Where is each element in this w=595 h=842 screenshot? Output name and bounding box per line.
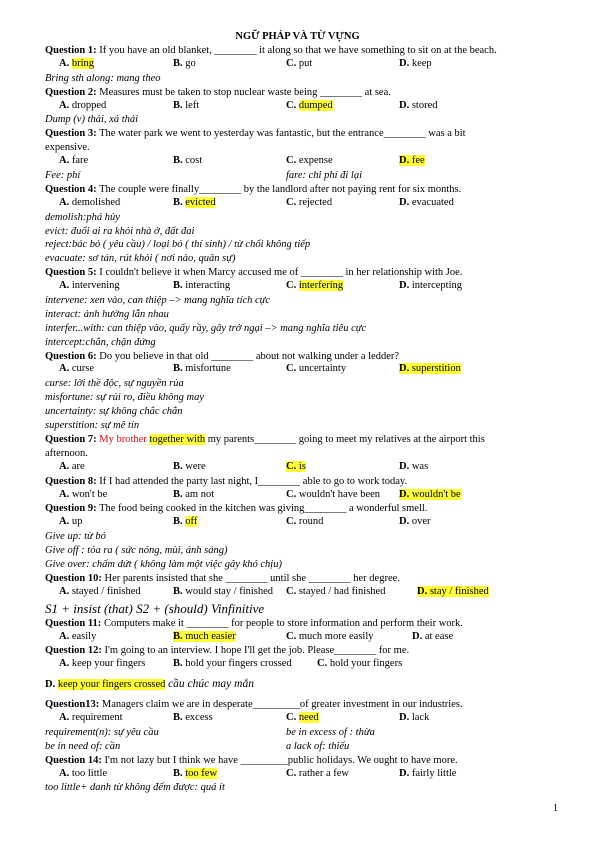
question-text: Managers claim we are in desperate_________of greater investment in our industries. <box>101 699 463 711</box>
option-c <box>286 155 333 166</box>
option-letter: C. <box>286 488 297 500</box>
option-letter: A. <box>59 196 70 208</box>
option-a <box>59 58 94 69</box>
option-letter: D. <box>399 99 410 111</box>
option-text: interacting <box>185 280 231 292</box>
answer-highlight: stay / finished <box>429 585 489 597</box>
question-5-options <box>45 280 565 294</box>
option-letter: C. <box>286 585 297 597</box>
answer-highlight: is <box>298 460 306 472</box>
option-text: demolished <box>71 196 121 208</box>
option-text: won't be <box>71 488 108 500</box>
answer-highlight: superstition <box>411 363 461 375</box>
option-letter: C. <box>286 57 297 69</box>
option-text: was <box>411 460 429 472</box>
option-b <box>173 461 206 472</box>
option-b <box>173 516 197 527</box>
option-letter: D. <box>399 363 410 375</box>
option-c <box>286 768 349 779</box>
question-label: Question 8: <box>45 475 97 487</box>
option-letter: B. <box>173 488 183 500</box>
question-list <box>45 44 565 795</box>
question-text-continued: expensive. <box>45 142 90 154</box>
option-text: evacuated <box>411 196 454 208</box>
question-text: If you have an old blanket, ________ it along so that we have something to sit on at the beach. <box>99 45 497 56</box>
question-3 <box>45 127 565 141</box>
subject-emphasis: My brother <box>99 433 147 445</box>
note: intercept:chắn, chặn đứng <box>45 336 156 348</box>
option-b <box>173 363 231 374</box>
note: Give off : tỏa ra ( sức nóng, mùi, ánh sáng) <box>45 545 228 557</box>
option-a <box>59 768 107 779</box>
question-6-options <box>45 363 565 377</box>
option-text: fairly little <box>411 767 457 779</box>
option-letter: A. <box>59 630 70 642</box>
question-text-continued: afternoon. <box>45 447 88 459</box>
option-c <box>286 58 312 69</box>
option-letter: B. <box>173 155 183 167</box>
option-d <box>399 768 456 779</box>
note: intervene: xen vào, can thiệp –> mang nghĩa tích cực <box>45 295 271 307</box>
question-11-options <box>45 631 565 645</box>
option-text: keep your fingers <box>71 658 146 670</box>
option-text: left <box>185 99 200 111</box>
question-label: Question13: <box>45 699 100 711</box>
question-1 <box>45 44 565 58</box>
option-letter: C. <box>317 658 328 670</box>
option-letter: B. <box>173 196 183 208</box>
option-letter: B. <box>173 767 183 779</box>
option-text: lack <box>411 711 430 723</box>
question-label: Question 6: <box>45 350 97 362</box>
option-letter: C. <box>286 280 297 292</box>
note: Fee: phí <box>45 170 81 182</box>
note: Give over: chấm dứt ( không làm một việc gây khó chịu) <box>45 558 282 570</box>
option-letter: B. <box>173 280 183 292</box>
option-text: intercepting <box>411 280 462 292</box>
option-text: expense <box>298 155 333 167</box>
option-c <box>286 489 380 500</box>
note: curse: lời thề độc, sự nguyền rủa <box>45 378 184 390</box>
option-d <box>399 58 432 69</box>
question-label: Question 2: <box>45 86 97 98</box>
option-letter: C. <box>286 460 297 472</box>
answer-highlight: need <box>298 711 319 723</box>
note: be in need of: cần <box>45 740 121 752</box>
option-letter: A. <box>59 711 70 723</box>
option-d <box>399 516 431 527</box>
question-1-options <box>45 58 565 72</box>
question-label: Question 11: <box>45 617 102 629</box>
option-letter: A. <box>59 57 70 69</box>
question-text: I'm going to an interview. I hope I'll get the job. Please________ for me. <box>104 645 410 657</box>
option-letter: A. <box>59 99 70 111</box>
option-text: hold your fingers crossed <box>185 658 292 670</box>
option-c <box>286 712 319 723</box>
question-14-options <box>45 768 565 782</box>
question-13 <box>45 698 565 712</box>
question-6 <box>45 350 565 364</box>
question-8 <box>45 475 565 489</box>
answer-highlight: interfering <box>298 280 344 292</box>
option-letter: A. <box>59 585 70 597</box>
option-text: stayed / had finished <box>298 585 386 597</box>
answer-highlight: fee <box>411 155 425 167</box>
option-b <box>173 631 236 642</box>
option-letter: B. <box>173 363 183 375</box>
note: interfer...with: can thiệp vào, quấy rầy, gây trở ngại –> mang nghĩa tiêu cực <box>45 322 367 334</box>
question-label: Question 3: <box>45 128 97 140</box>
option-letter: C. <box>286 516 297 528</box>
question-4-options <box>45 197 565 211</box>
question-9 <box>45 502 565 516</box>
question-text: Measures must be taken to stop nuclear waste being ________ at sea. <box>99 86 391 98</box>
option-letter: B. <box>173 630 183 642</box>
question-label: Question 1: <box>45 45 97 56</box>
option-c <box>286 197 332 208</box>
option-b <box>173 58 196 69</box>
question-text: Her parents insisted that she ________ until she ________ her degree. <box>104 572 400 584</box>
question-label: Question 9: <box>45 503 97 515</box>
option-letter: D. <box>45 679 56 691</box>
option-b <box>173 768 217 779</box>
option-a <box>59 631 96 642</box>
note: evict: đuổi ai ra khỏi nhà ở, đất đai <box>45 225 195 237</box>
option-b <box>173 100 199 111</box>
answer-highlight: bring <box>71 57 95 69</box>
option-b <box>173 712 213 723</box>
option-b <box>173 197 216 208</box>
note-row <box>45 169 565 183</box>
option-a <box>59 712 123 723</box>
option-a <box>59 197 120 208</box>
question-2 <box>45 86 565 100</box>
question-13-options <box>45 712 565 726</box>
option-letter: D. <box>399 488 410 500</box>
option-a <box>59 489 107 500</box>
question-2-options <box>45 100 565 114</box>
option-text: dropped <box>71 99 107 111</box>
question-text: Do you believe in that old ________ about not walking under a ledder? <box>99 350 400 362</box>
option-letter: B. <box>173 585 183 597</box>
question-label: Question 5: <box>45 267 97 279</box>
option-text: misfortune <box>185 363 231 375</box>
option-d <box>399 280 462 291</box>
option-text: at ease <box>424 630 454 642</box>
answer-highlight: too few <box>185 767 218 779</box>
question-text: The couple were finally________ by the landlord after not paying rent for six months. <box>99 183 462 195</box>
option-text: were <box>185 460 206 472</box>
question-7-options <box>45 461 565 475</box>
option-letter: D. <box>399 57 410 69</box>
note: too little+ danh từ không đếm được: quá ít <box>45 782 225 794</box>
answer-highlight: keep your fingers crossed <box>57 679 166 691</box>
option-text: go <box>185 57 196 69</box>
note-row <box>45 726 565 740</box>
question-text: I couldn't believe it when Marcy accused me of ________ in her relationship with Joe. <box>99 267 463 279</box>
option-text: stored <box>411 99 438 111</box>
question-9-options <box>45 516 565 530</box>
option-c <box>286 631 374 642</box>
note: reject:bác bỏ ( yêu cầu) / loại bỏ ( thí sinh) / từ chối không tiếp <box>45 239 311 251</box>
option-text: too little <box>71 767 108 779</box>
option-letter: A. <box>59 516 70 528</box>
note: fare: chi phí đi lại <box>286 170 363 182</box>
option-text: curse <box>71 363 94 375</box>
option-c <box>286 586 385 597</box>
option-letter: B. <box>173 516 183 528</box>
option-b <box>173 658 292 669</box>
option-letter: C. <box>286 711 297 723</box>
option-letter: D. <box>417 585 428 597</box>
option-letter: D. <box>399 280 410 292</box>
question-text: The food being cooked in the kitchen was giving________ a wonderful smell. <box>99 503 428 515</box>
option-letter: C. <box>286 767 297 779</box>
option-a <box>59 516 82 527</box>
option-letter: B. <box>173 460 183 472</box>
option-text: intervening <box>71 280 120 292</box>
option-text: up <box>71 516 83 528</box>
option-a <box>59 461 85 472</box>
note: requirement(n): sự yêu cầu <box>45 726 159 738</box>
option-c <box>286 516 323 527</box>
option-letter: B. <box>173 658 183 670</box>
option-b <box>173 155 202 166</box>
option-letter: A. <box>59 280 70 292</box>
grammar-formula: S1 + insist (that) S2 + (should) Vinfinitive <box>45 600 265 616</box>
question-text: I'm not lazy but I think we have _________public holidays. We ought to have more. <box>104 754 458 766</box>
option-d <box>417 586 489 597</box>
option-c <box>317 658 402 669</box>
option-letter: D. <box>399 155 410 167</box>
option-b <box>173 280 230 291</box>
question-10 <box>45 572 565 586</box>
answer-highlight: dumped <box>298 99 333 111</box>
question-text: my parents________ going to meet my relatives at the airport this <box>207 433 485 445</box>
question-5 <box>45 266 565 280</box>
option-text: rejected <box>298 196 333 208</box>
option-text: wouldn't have been <box>298 488 381 500</box>
note: superstition: sự mê tín <box>45 420 140 432</box>
option-a <box>59 280 120 291</box>
question-label: Question 4: <box>45 183 97 195</box>
option-a <box>59 586 141 597</box>
page-title: NGỮ PHÁP VÀ TỪ VỰNG <box>235 31 360 42</box>
option-letter: D. <box>399 516 410 528</box>
option-letter: C. <box>286 363 297 375</box>
option-text: much more easily <box>298 630 374 642</box>
option-letter: C. <box>286 99 297 111</box>
question-8-options <box>45 489 565 503</box>
answer-highlight: much easier <box>185 630 236 642</box>
option-c <box>286 363 346 374</box>
option-text: round <box>298 516 324 528</box>
question-label: Question 12: <box>45 645 102 657</box>
question-text: If I had attended the party last night, I________ able to go to work today. <box>99 475 408 487</box>
option-letter: C. <box>286 630 297 642</box>
option-text: fare <box>71 155 89 167</box>
option-text: requirement <box>71 711 123 723</box>
option-a <box>59 363 94 374</box>
option-letter: C. <box>286 196 297 208</box>
option-text: rather a few <box>298 767 349 779</box>
note-row <box>45 740 565 754</box>
option-letter: D. <box>412 630 423 642</box>
note: a lack of: thiếu <box>286 740 350 752</box>
option-letter: B. <box>173 99 183 111</box>
note: Dump (v) thải, xả thải <box>45 114 139 126</box>
question-7 <box>45 433 565 447</box>
option-text: cost <box>185 155 203 167</box>
option-a <box>59 658 145 669</box>
answer-highlight: evicted <box>185 196 216 208</box>
option-letter: A. <box>59 488 70 500</box>
option-text: hold your fingers <box>329 658 403 670</box>
option-letter: D. <box>399 767 410 779</box>
option-d <box>399 489 461 500</box>
option-letter: B. <box>173 57 183 69</box>
question-12-options <box>45 658 565 672</box>
question-4 <box>45 183 565 197</box>
option-letter: C. <box>286 155 297 167</box>
answer-highlight: wouldn't be <box>411 488 461 500</box>
question-text: Computers make it ________ for people to store information and perform their work. <box>103 617 463 629</box>
question-12 <box>45 644 565 658</box>
option-text: put <box>298 57 313 69</box>
option-letter: A. <box>59 658 70 670</box>
option-letter: A. <box>59 363 70 375</box>
option-d <box>399 363 461 374</box>
answer-highlight: off <box>185 516 198 528</box>
note: demolish:phá hủy <box>45 211 120 223</box>
question-label: Question 14: <box>45 754 102 766</box>
question-label: Question 10: <box>45 572 102 584</box>
option-c <box>286 280 343 291</box>
option-text: keep <box>411 57 432 69</box>
note: interact: ảnh hưởng lẫn nhau <box>45 308 169 320</box>
note: misfortune: sự rủi ro, điều không may <box>45 392 205 404</box>
question-12-option-d <box>45 678 565 692</box>
question-label: Question 7: <box>45 433 97 445</box>
option-letter: A. <box>59 460 70 472</box>
option-text: would stay / finished <box>185 585 274 597</box>
option-c <box>286 461 306 472</box>
note: cầu chúc may mắn <box>168 678 254 691</box>
option-a <box>59 155 88 166</box>
option-d <box>399 155 425 166</box>
option-d <box>399 197 454 208</box>
option-text: stayed / finished <box>71 585 141 597</box>
option-text: excess <box>185 711 213 723</box>
note: be in excess of : thừa <box>286 726 375 738</box>
option-d <box>412 631 453 642</box>
option-d <box>399 712 429 723</box>
phrase-highlight: together with <box>149 433 206 445</box>
question-14 <box>45 754 565 768</box>
option-letter: A. <box>59 767 70 779</box>
option-d <box>399 100 438 111</box>
option-letter: A. <box>59 155 70 167</box>
option-d <box>399 461 428 472</box>
option-letter: B. <box>173 711 183 723</box>
note: Give up: từ bỏ <box>45 531 106 543</box>
option-letter: D. <box>399 196 410 208</box>
question-text: The water park we went to yesterday was fantastic, but the entrance________ was a bit <box>99 128 466 140</box>
option-text: over <box>411 516 431 528</box>
option-text: are <box>71 460 85 472</box>
option-text: am not <box>185 488 215 500</box>
note: evacuate: sơ tán, rút khỏi ( nơi nào, quân sự) <box>45 253 236 265</box>
option-a <box>59 100 106 111</box>
page-number: 1 <box>553 803 558 814</box>
option-text: easily <box>71 630 97 642</box>
question-10-options <box>45 586 565 600</box>
option-text: uncertainty <box>298 363 347 375</box>
question-11 <box>45 617 565 631</box>
option-b <box>173 489 214 500</box>
note: Bring sth along: mang theo <box>45 72 161 84</box>
option-b <box>173 586 273 597</box>
option-letter: D. <box>399 711 410 723</box>
question-3-options <box>45 155 565 169</box>
option-letter: D. <box>399 460 410 472</box>
option-c <box>286 100 333 111</box>
note: uncertainty: sự không chắc chắn <box>45 406 183 418</box>
